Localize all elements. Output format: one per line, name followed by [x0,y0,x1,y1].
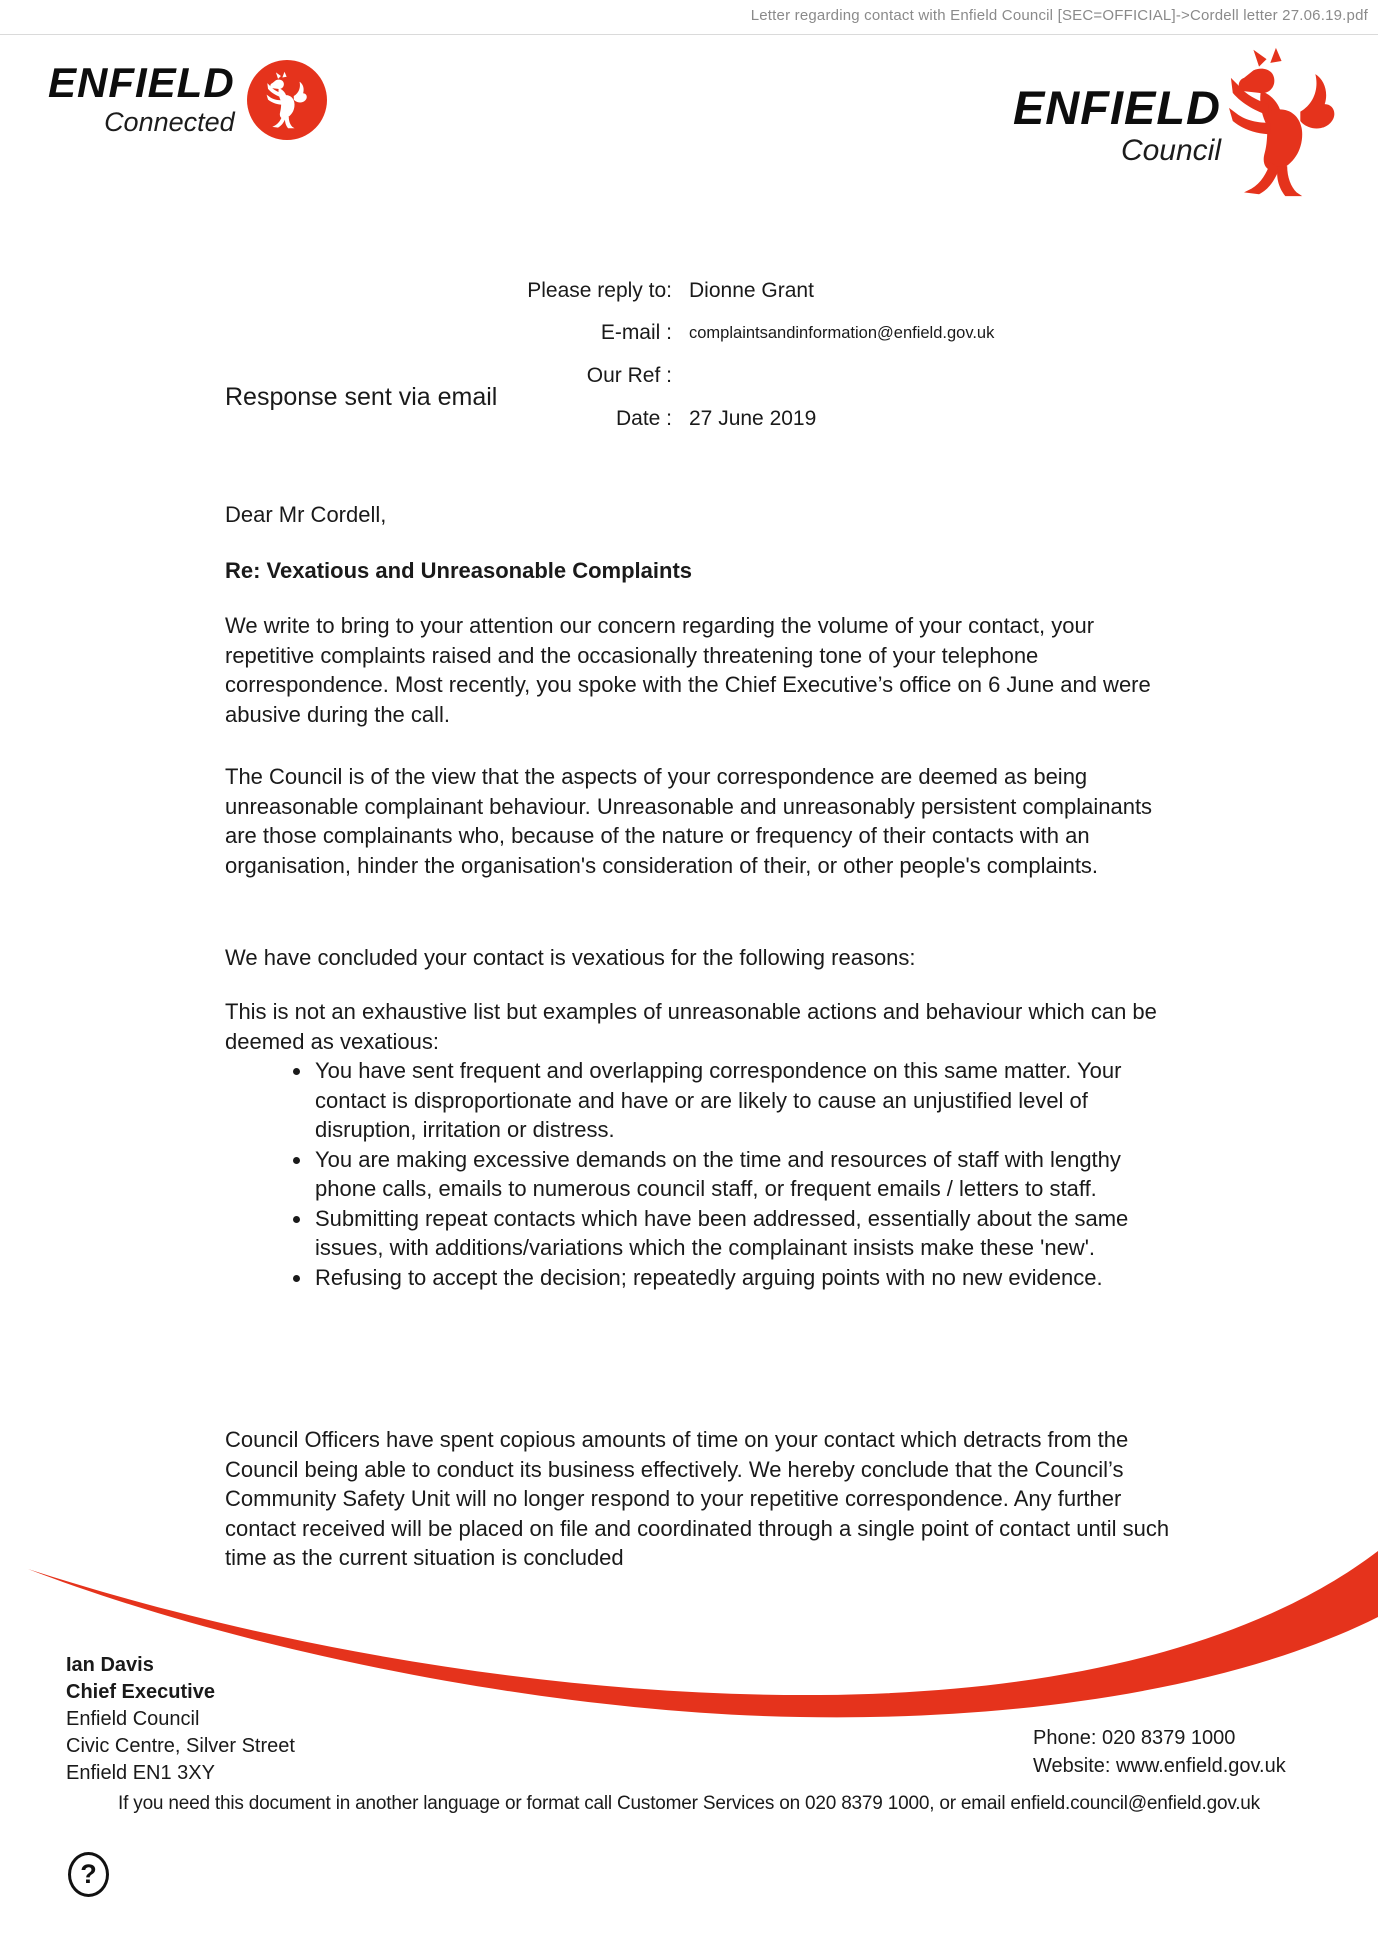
email-label: E-mail : [600,321,672,344]
address-line-1: Civic Centre, Silver Street [66,1735,295,1757]
website-line: Website: www.enfield.gov.uk [1033,1755,1286,1777]
salutation: Dear Mr Cordell, [225,502,387,527]
enfield-council-logo [1013,46,1350,198]
enfield-council-subtitle: Council [1120,134,1221,167]
enfield-council-beast-icon [1215,46,1350,198]
signature-block [66,1652,295,1787]
enfield-connected-subtitle: Connected [104,107,235,137]
subject-line: Re: Vexatious and Unreasonable Complaints [225,558,693,583]
bullet-item-overlapping-correspondence: • You have sent frequent and overlapping correspondence on this same matter. Your contact is disproportionate and have or are likely to cause an unjustified level of disruption, irritation or distress. [313,1056,1177,1145]
pdf-header-filename: Letter regarding contact with Enfield Council [SEC=OFFICIAL]->Cordell letter 27.06.19.pdf [750,7,1368,24]
reply-to-row [360,279,814,303]
help-icon: ? [68,1852,109,1897]
paragraph-volume-of-contact: We write to bring to your attention our concern regarding the volume of your contact, your repetitive complaints raised and the occasionally threatening tone of your telephone correspondence. Most recently, you spoke with the Chief Executive’s office on 6 June and were abusive during the call. [225,613,1151,727]
email-value: complaintsandinformation@enfield.gov.uk [689,324,995,342]
date-label: Date : [615,407,672,430]
response-note: Response sent via email [225,383,498,411]
bullet-list-container [225,1056,1177,1292]
closing-paragraph: Council Officers have spent copious amounts of time on your contact which detracts from the Council being able to conduct its business effectively. We hereby conclude that the Council’s Community Safety Unit will no longer respond to your repetitive correspondence. Any further contact received will be placed on file and coordinated through a single point of contact until such time as the current situation is concluded [225,1427,1170,1570]
bullet-item-refusing-decision: • Refusing to accept the decision; repeatedly arguing points with no new evidence. [313,1263,1177,1293]
date-value: 27 June 2019 [689,407,817,430]
enfield-council-title: ENFIELD [1012,81,1221,134]
signatory-org: Enfield Council [66,1708,200,1730]
reply-to-label: Please reply to: [527,279,672,302]
bullet-item-repeat-contacts: • Submitting repeat contacts which have been addressed, essentially about the same issues, with additions/variations which the complainant insists make these 'new'. [313,1204,1177,1263]
paragraph-unreasonable-behaviour: The Council is of the view that the aspects of your correspondence are deemed as being unreasonable complainant behaviour. Unreasonable and unreasonably persistent complainants are those complainants who, because of the nature or frequency of their contacts with an organisation, hinder the organisation's consideration of their, or other people's complaints. [225,764,1153,878]
email-row [360,321,994,345]
paragraph-concluded-vexatious: We have concluded your contact is vexatious for the following reasons: [225,945,916,970]
signatory-title: Chief Executive [66,1681,215,1703]
language-note: If you need this document in another language or format call Customer Services on 020 8379 1000, or email enfield.council@enfield.gov.uk [118,1793,1260,1814]
bullet-list [225,1056,1177,1292]
signatory-name: Ian Davis [66,1654,154,1676]
contact-block [1033,1724,1286,1780]
our-ref-label: Our Ref : [586,364,672,387]
enfield-connected-logo [48,60,327,140]
paragraph-not-exhaustive: This is not an exhaustive list but examples of unreasonable actions and behaviour which can be deemed as vexatious: [225,999,1157,1054]
enfield-connected-title: ENFIELD [48,59,235,106]
bullet-item-excessive-demands: • You are making excessive demands on the time and resources of staff with lengthy phone calls, emails to numerous council staff, or frequent emails / letters to staff. [313,1145,1177,1204]
reply-to-value: Dionne Grant [689,279,814,302]
address-line-2: Enfield EN1 3XY [66,1762,215,1784]
header-divider [0,34,1378,35]
enfield-connected-beast-icon [247,60,327,140]
phone-line: Phone: 020 8379 1000 [1033,1727,1236,1749]
